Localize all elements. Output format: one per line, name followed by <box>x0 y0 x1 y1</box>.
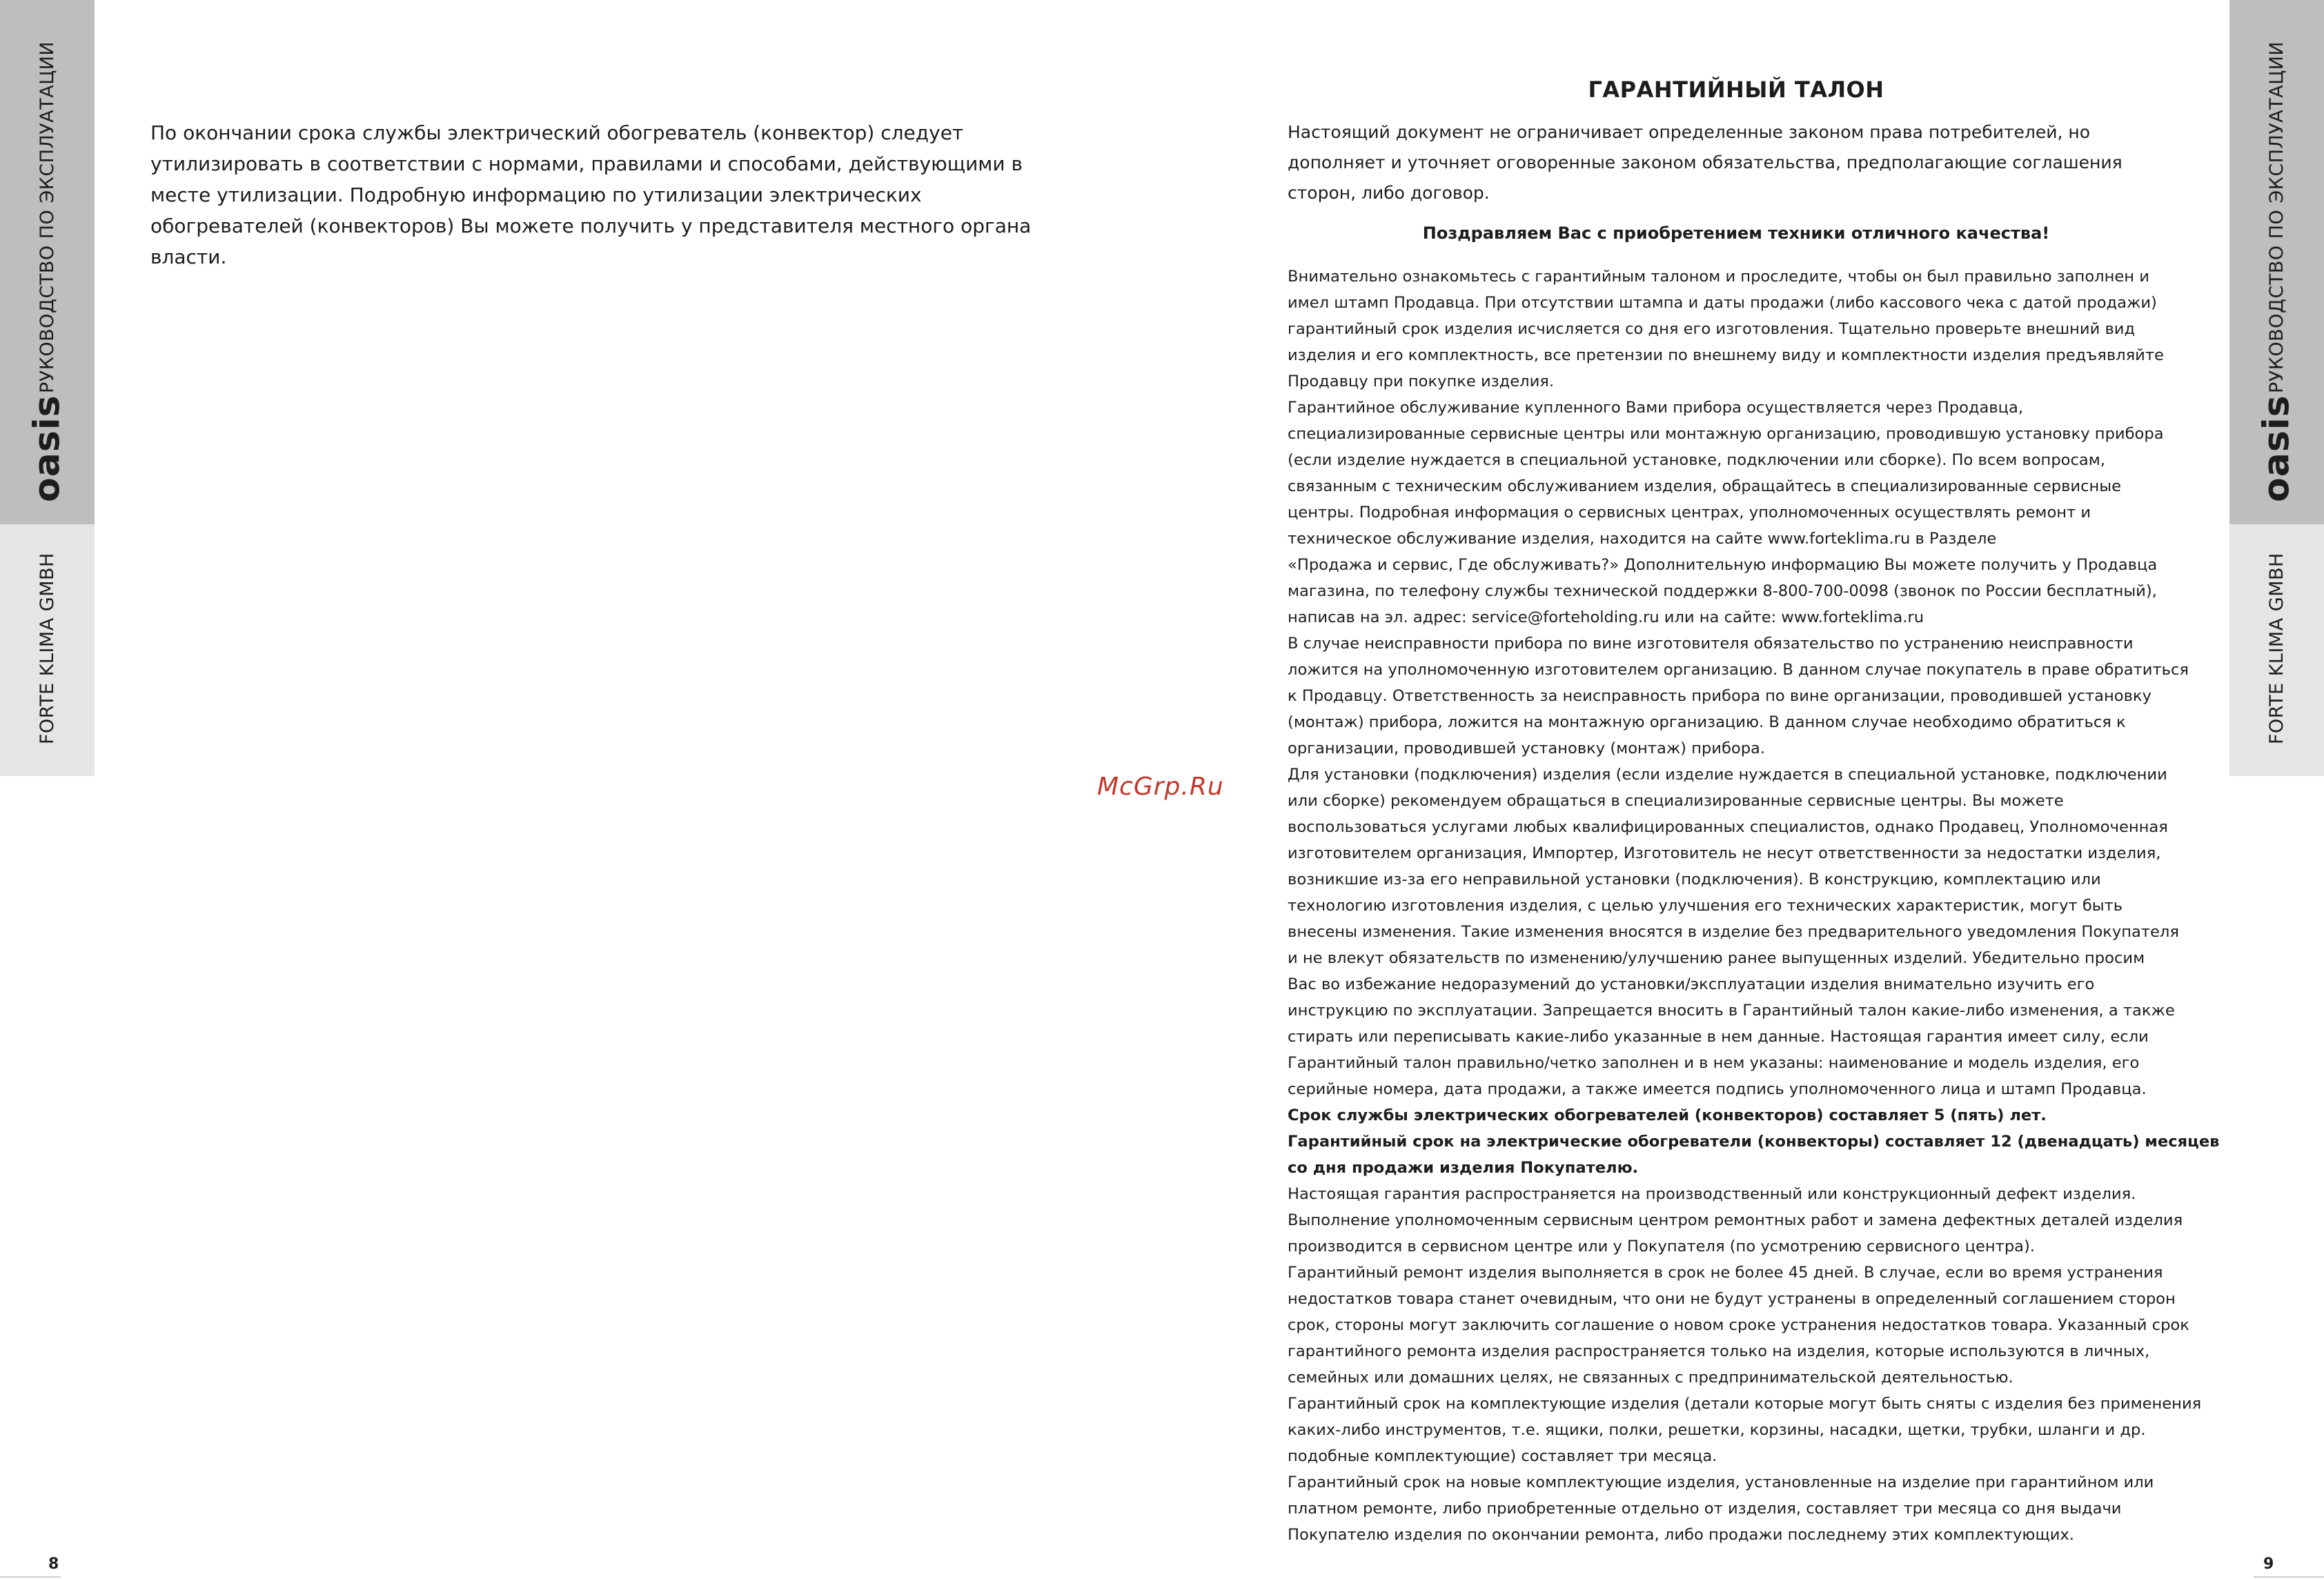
body-line: каких-либо инструментов, т.е. ящики, полки, решетки, корзины, насадки, щетки, трубки, шланги и др. <box>1288 1421 2146 1439</box>
body-line: техническое обслуживание изделия, находится на сайте www.forteklima.ru в Разделе <box>1288 530 1997 548</box>
body-line: изделия и его комплектность, все претензии по внешнему виду и комплектности изделия предъявляйте <box>1288 346 2164 364</box>
body-line: написав на эл. адрес: service@forteholding.ru или на сайте: www.forteklima.ru <box>1288 608 1924 626</box>
body-line: стирать или переписывать какие-либо указанные в нем данные. Настоящая гарантия имеет силу, если <box>1288 1028 2149 1046</box>
service-life-line: Срок службы электрических обогревателей (конвекторов) составляет 5 (пять) лет. <box>1288 1106 2047 1124</box>
congrats-heading: Поздравляем Вас с приобретением техники отличного качества! <box>1422 224 2050 243</box>
body-line: Гарантийный срок на новые комплектующие изделия, установленные на изделие при гарантийном или <box>1288 1473 2154 1491</box>
warranty-term-line: со дня продажи изделия Покупателю. <box>1288 1159 1639 1177</box>
warranty-body <box>1288 264 2220 1548</box>
manual-label: РУКОВОДСТВО ПО ЭКСПЛУАТАЦИИ <box>2266 41 2287 394</box>
body-line: платном ремонте, либо приобретенные отдельно от изделия, составляет три месяца со дня выдачи <box>1288 1500 2122 1518</box>
body-line: имел штамп Продавца. При отсутствии штампа и даты продажи (либо кассового чека с датой продажи) <box>1288 294 2157 312</box>
body-line: Настоящая гарантия распространяется на производственный или конструкционный дефект изделия. <box>1288 1185 2136 1203</box>
body-line: связанным с техническим обслуживанием изделия, обращайтесь в специализированные сервисные <box>1288 477 2122 495</box>
body-line: к Продавцу. Ответственность за неисправность прибора по вине организации, проводившей установку <box>1288 687 2151 705</box>
body-line: «Продажа и сервис, Где обслуживать?» Дополнительную информацию Вы можете получить у Продавца <box>1288 556 2158 574</box>
warranty-section <box>1288 69 2220 1548</box>
company-label: FORTE KLIMA GMBH <box>2266 553 2287 744</box>
intro-paragraph: Настоящий документ не ограничивает определенные законом права потребителей, но дополняет и уточняет оговоренные законом обязательства, предполагающие соглашения сторон, либо договор. <box>1288 122 2123 203</box>
watermark: McGrp.Ru <box>1097 773 1224 801</box>
body-line: Покупателю изделия по окончании ремонта, либо продажи последнему этих комплектующих. <box>1288 1526 2074 1544</box>
body-line: воспользоваться услугами любых квалифицированных специалистов, однако Продавец, Уполномоченная <box>1288 818 2168 836</box>
body-line: серийные номера, дата продажи, а также имеется подпись уполномоченного лица и штамп Продавца. <box>1288 1080 2147 1098</box>
body-line: В случае неисправности прибора по вине изготовителя обязательство по устранению неисправности <box>1288 635 2134 653</box>
body-line: Выполнение уполномоченным сервисным центром ремонтных работ и замена дефектных деталей изделия <box>1288 1211 2183 1229</box>
body-line: внесены изменения. Такие изменения вносятся в изделие без предварительного уведомления Покупателя <box>1288 923 2179 941</box>
body-line: Гарантийный срок на комплектующие изделия (детали которые могут быть сняты с изделия без применения <box>1288 1395 2202 1413</box>
body-line: (если изделие нуждается в специальной установке, подключении или сборке). По всем вопросам, <box>1288 451 2105 469</box>
body-line: Для установки (подключения) изделия (если изделие нуждается в специальной установке, подключении <box>1288 766 2167 784</box>
body-line: инструкцию по эксплуатации. Запрещается вносить в Гарантийный талон какие-либо изменения, а также <box>1288 1002 2175 1020</box>
body-line: Продавцу при покупке изделия. <box>1288 373 1555 390</box>
body-line: изготовителем организация, Импортер, Изготовитель не несут ответственности за недостатки изделия, <box>1288 844 2161 862</box>
body-line: Внимательно ознакомьтесь с гарантийным талоном и проследите, чтобы он был правильно заполнен и <box>1288 268 2149 286</box>
body-line: недостатков товара станет очевидным, что они не будут устранены в определенный соглашением сторон <box>1288 1290 2176 1308</box>
body-line: или сборке) рекомендуем обращаться в специализированные сервисные центры. Вы можете <box>1288 792 2064 810</box>
body-line: гарантийного ремонта изделия распространяется только на изделия, которые используются в личных, <box>1288 1342 2150 1360</box>
body-line: (монтаж) прибора, ложится на монтажную организацию. В данном случае необходимо обратиться к <box>1288 713 2126 731</box>
body-line: центры. Подробная информация о сервисных центрах, уполномоченных осуществлять ремонт и <box>1288 504 2091 522</box>
body-line: возникшие из-за его неправильной установки (подключения). В конструкцию, комплектацию или <box>1288 871 2101 888</box>
body-line: подобные комплектующие) составляет три месяца. <box>1288 1447 1717 1465</box>
page-divider-left <box>0 1576 61 1578</box>
body-line: технологию изготовления изделия, с целью улучшения его технических характеристик, могут быть <box>1288 897 2123 915</box>
body-line: гарантийный срок изделия исчисляется со дня его изготовления. Тщательно проверьте внешний вид <box>1288 320 2136 338</box>
page-divider-right <box>2254 1576 2324 1578</box>
body-line: Гарантийный талон правильно/четко заполнен и в нем указаны: наименование и модель изделия, его <box>1288 1054 2140 1072</box>
page-title: ГАРАНТИЙНЫЙ ТАЛОН <box>1588 77 1884 103</box>
body-line: магазина, по телефону службы технической поддержки 8-800-700-0098 (звонок по России бесплатный), <box>1288 582 2157 600</box>
company-label: FORTE KLIMA GMBH <box>37 553 58 744</box>
body-line: семейных или домашних целях, не связанных с предпринимательской деятельностью. <box>1288 1369 2013 1387</box>
body-line: Гарантийный ремонт изделия выполняется в срок не более 45 дней. В случае, если во время устранения <box>1288 1264 2163 1282</box>
disposal-paragraph: По окончании срока службы электрический обогреватель (конвектор) следует утилизировать в соответствии с нормами, правилами и способами, действующими в месте утилизации. Подробную информацию по утилизации электрических обогревателей (конвекторов) Вы можете получить у представителя местного органа власти. <box>150 121 1032 268</box>
manual-label: РУКОВОДСТВО ПО ЭКСПЛУАТАЦИИ <box>37 41 58 394</box>
page-number-right: 9 <box>2263 1556 2274 1573</box>
body-line: организации, проводившей установку (монтаж) прибора. <box>1288 739 1766 757</box>
body-line: Вас во избежание недоразумений до установки/эксплуатации изделия внимательно изучить его <box>1288 975 2095 993</box>
body-line: Гарантийное обслуживание купленного Вами прибора осуществляется через Продавца, <box>1288 399 2024 417</box>
body-line: производится в сервисном центре или у Покупателя (по усмотрению сервисного центра). <box>1288 1238 2036 1255</box>
body-line: ложится на уполномоченную изготовителем организацию. В данном случае покупатель в праве обратиться <box>1288 661 2189 679</box>
body-line: срок, стороны могут заключить соглашение о новом сроке устранения недостатков товара. Указанный срок <box>1288 1316 2189 1334</box>
body-line: и не влекут обязательств по изменению/улучшению ранее выпущенных изделий. Убедительно просим <box>1288 949 2145 967</box>
warranty-term-line: Гарантийный срок на электрические обогреватели (конвекторы) составляет 12 (двенадцать) месяцев <box>1288 1133 2220 1151</box>
brand-logo: oasis <box>2256 395 2298 502</box>
body-line: специализированные сервисные центры или монтажную организацию, проводившую установку прибора <box>1288 425 2164 443</box>
page-number-left: 8 <box>48 1556 59 1573</box>
brand-logo: oasis <box>26 395 68 502</box>
